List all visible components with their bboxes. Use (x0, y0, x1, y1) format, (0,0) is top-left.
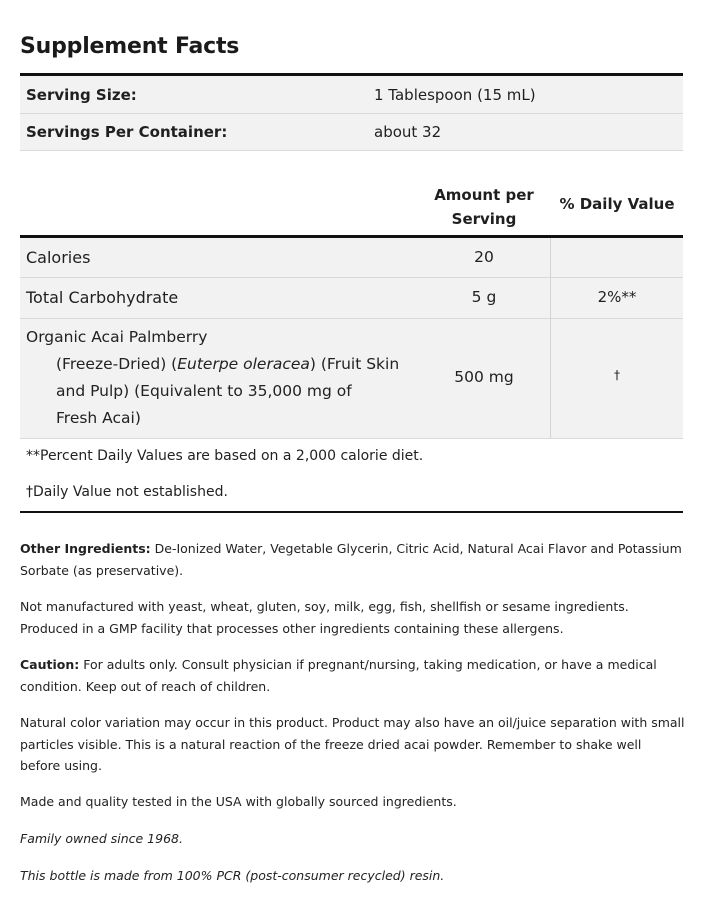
made-in-usa-note: Made and quality tested in the USA with globally sourced ingredients. (20, 794, 457, 809)
serving-size-label: Serving Size: (26, 86, 137, 104)
allergen-statement: Not manufactured with yeast, wheat, gluten, soy, milk, egg, fish, shellfish or sesame ingredients. Produced in a GMP facility that processes other ingredients containing these allergens. (20, 599, 629, 636)
servings-per-container-value: about 32 (374, 123, 442, 141)
serving-size-row (20, 76, 683, 113)
acai-line2-post: ) (Fruit Skin (309, 355, 400, 373)
caution-text: For adults only. Consult physician if pregnant/nursing, taking medication, or have a medical condition. Keep out of reach of children. (20, 657, 657, 694)
acai-line3: and Pulp) (Equivalent to 35,000 mg of (56, 382, 352, 400)
bottle-pcr-note: This bottle is made from 100% PCR (post-consumer recycled) resin. (20, 868, 445, 883)
caution-statement (20, 654, 685, 697)
servings-per-container-label: Servings Per Container: (26, 123, 228, 141)
servings-per-container-row (20, 114, 683, 150)
acai-line1: Organic Acai Palmberry (26, 328, 208, 346)
acai-amount: 500 mg (454, 368, 514, 386)
divider (20, 438, 683, 439)
amount-header-line2: Serving (451, 210, 517, 228)
page-title: Supplement Facts (20, 34, 240, 59)
divider (20, 150, 683, 151)
nutrient-name: Total Carbohydrate (26, 288, 179, 307)
acai-line2 (26, 351, 399, 378)
other-ingredients (20, 538, 685, 581)
acai-ingredient-name (26, 324, 399, 432)
column-divider (550, 238, 551, 438)
caution-label: Caution: (20, 657, 80, 672)
nutrient-dv: 2%** (597, 288, 637, 306)
nutrient-amount: 5 g (471, 288, 497, 306)
amount-per-serving-header (418, 183, 550, 231)
acai-line4: Fresh Acai) (56, 409, 141, 427)
footnote-percent: **Percent Daily Values are based on a 2,000 calorie diet. (26, 448, 424, 464)
acai-line2-pre: (Freeze-Dried) ( (56, 355, 178, 373)
daily-value-header: % Daily Value (559, 195, 675, 213)
amount-header-line1: Amount per (434, 186, 534, 204)
nutrient-row-carbohydrate (20, 278, 683, 318)
acai-dv: † (614, 368, 620, 382)
family-owned-note: Family owned since 1968. (20, 831, 183, 846)
nutrient-name: Calories (26, 248, 91, 267)
acai-latin-name: Euterpe oleracea (177, 355, 310, 373)
other-ingredients-text: De-Ionized Water, Vegetable Glycerin, Citric Acid, Natural Acai Flavor and Potassium Sorbate (as preservative). (20, 541, 682, 578)
footnote-dagger: †Daily Value not established. (26, 484, 228, 500)
nutrient-row-calories (20, 238, 683, 277)
color-variation-note: Natural color variation may occur in this product. Product may also have an oil/juice separation with small particles visible. This is a natural reaction of the freeze dried acai powder. Remember to shake well before using. (20, 715, 685, 773)
nutrient-amount: 20 (474, 248, 494, 266)
bottom-rule (20, 511, 683, 513)
other-ingredients-label: Other Ingredients: (20, 541, 151, 556)
serving-size-value: 1 Tablespoon (15 mL) (374, 86, 536, 104)
